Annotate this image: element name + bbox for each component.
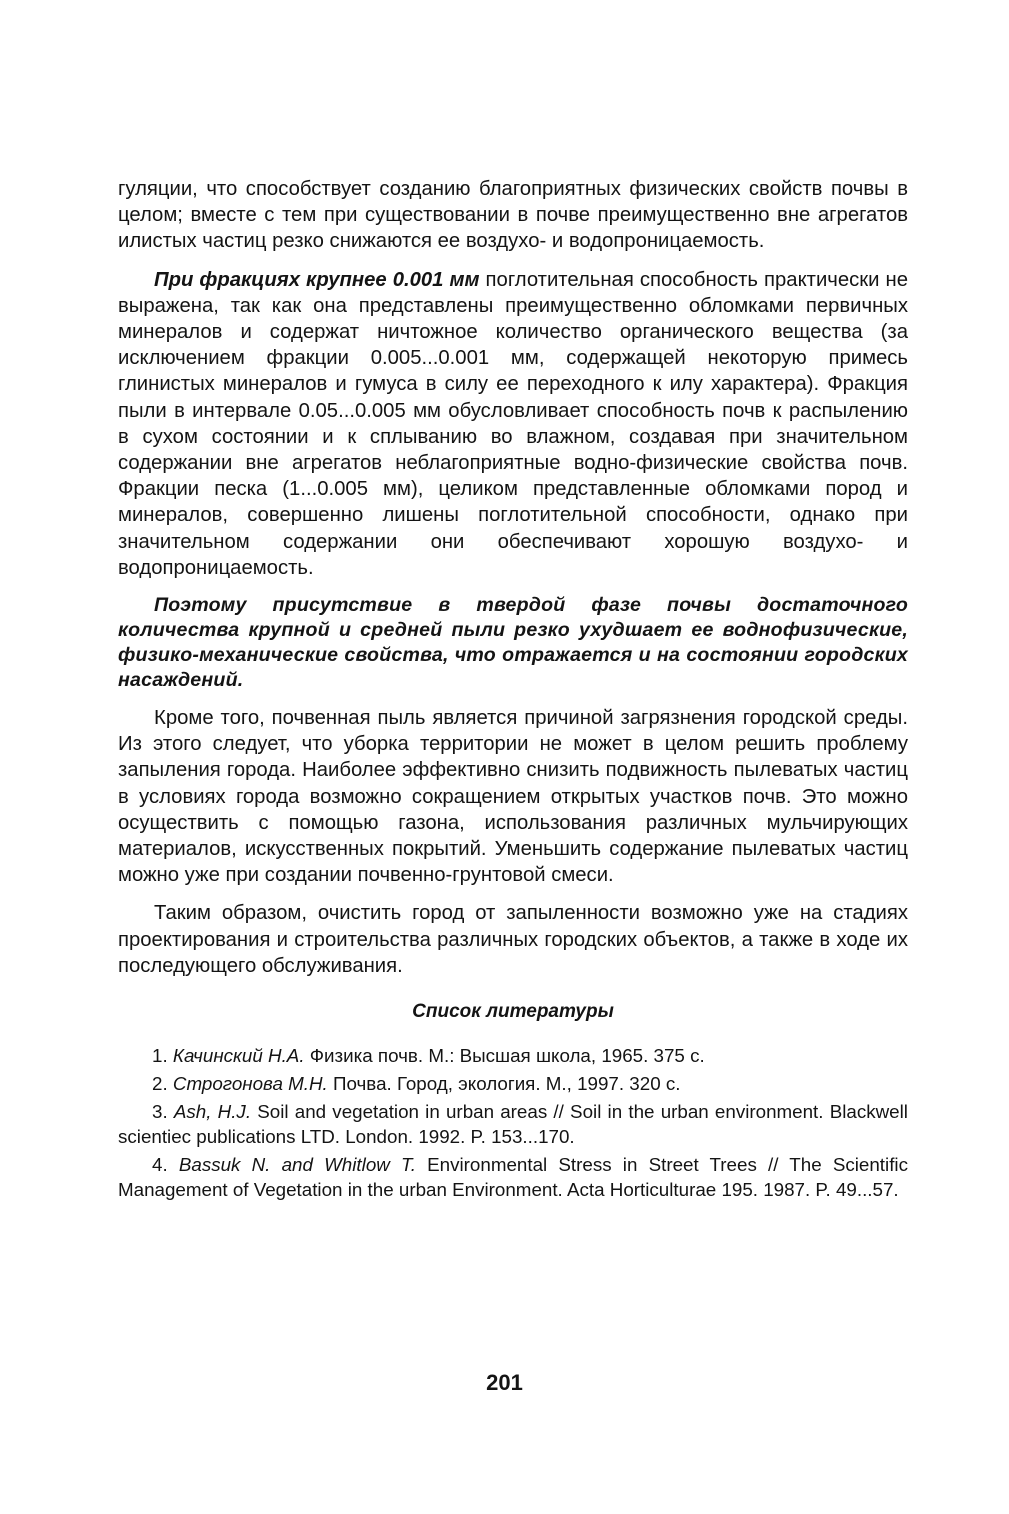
reference-item xyxy=(118,1099,908,1149)
paragraph-fractions-text: поглотительная способность практически не выражена, так как она представлены преимущественно обломками первичных минералов и содержат ничтожное количество органического вещества (за исключением фракции 0.005...0.001 мм, содержащей некоторую примесь глинистых минералов и гумуса в силу ее переходного к илу характера). Фракция пыли в интервале 0.05...0.005 мм обусловливает способность почв к распылению в сухом состоянии и к сплыванию во влажном, создавая при значительном содержании вне агрегатов неблагоприятные водно-физические свойства почв. Фракции песка (1...0.005 мм), целиком представленные обломками пород и минералов, совершенно лишены поглотительной способности, однако при значительном содержании они обеспечивают хорошую воздухо- и водопроницаемость. xyxy=(118,268,908,579)
reference-text: Почва. Город, экология. М., 1997. 320 с. xyxy=(327,1073,681,1095)
paragraph-summary: Таким образом, очистить город от запыленности возможно уже на стадиях проектирования и строительства различных городских объектов, а также в ходе их последующего обслуживания. xyxy=(118,902,908,977)
reference-number: 1. xyxy=(152,1045,173,1067)
reference-item xyxy=(118,1043,908,1068)
page-number: 201 xyxy=(486,1370,523,1395)
reference-text: Soil and vegetation in urban areas // Soil in the urban environment. Blackwell scientiec publications LTD. London. 1992. P. 153...170. xyxy=(118,1101,908,1148)
paragraph-lead-emphasis: При фракциях крупнее 0.001 мм xyxy=(154,268,480,291)
reference-text: Environmental Stress in Street Trees // The Scientific Management of Vegetation in the urban Environment. Acta Horticulturae 195. 1987. P. 49...57. xyxy=(118,1154,908,1201)
references-title: Список литературы xyxy=(412,1001,614,1023)
reference-number: 2. xyxy=(152,1073,173,1095)
reference-item xyxy=(118,1152,908,1202)
reference-author: Строгонова М.Н. xyxy=(172,1073,328,1095)
paragraph-fractions xyxy=(118,267,908,581)
reference-item xyxy=(118,1071,908,1096)
reference-number: 4. xyxy=(152,1154,179,1176)
page-content xyxy=(118,176,908,1205)
paragraph-continuation: гуляции, что способствует созданию благоприятных физических свойств почвы в целом; вместе с тем при существовании в почве преимущественно вне агрегатов илистых частиц резко снижаются ее воздухо- и водопроницаемость. xyxy=(118,178,908,253)
reference-author: Ash, H.J. xyxy=(173,1101,252,1123)
paragraph-conclusion-emphasis: Поэтому присутствие в твердой фазе почвы достаточного количества крупной и средней пыли резко ухудшает ее воднофизические, физико-механические свойства, что отражается и на состоянии городских насаждений. xyxy=(118,594,908,692)
paragraph-urban-dust: Кроме того, почвенная пыль является причиной загрязнения городской среды. Из этого следует, что уборка территории не может в целом решить проблему запыления города. Наиболее эффективно снизить подвижность пылеватых частиц в условиях города возможно сокращением открытых участков почв. Это можно осуществить с помощью газона, использования различных мульчирующих материалов, искусственных покрытий. Уменьшить содержание пылеватых частиц можно уже при создании почвенно-грунтовой смеси. xyxy=(118,707,908,887)
reference-author: Bassuk N. and Whitlow T. xyxy=(178,1154,416,1176)
references-list xyxy=(118,1043,908,1202)
reference-text: Физика почв. М.: Высшая школа, 1965. 375 с. xyxy=(304,1045,705,1067)
reference-author: Качинский Н.А. xyxy=(172,1045,305,1067)
reference-number: 3. xyxy=(152,1101,174,1123)
